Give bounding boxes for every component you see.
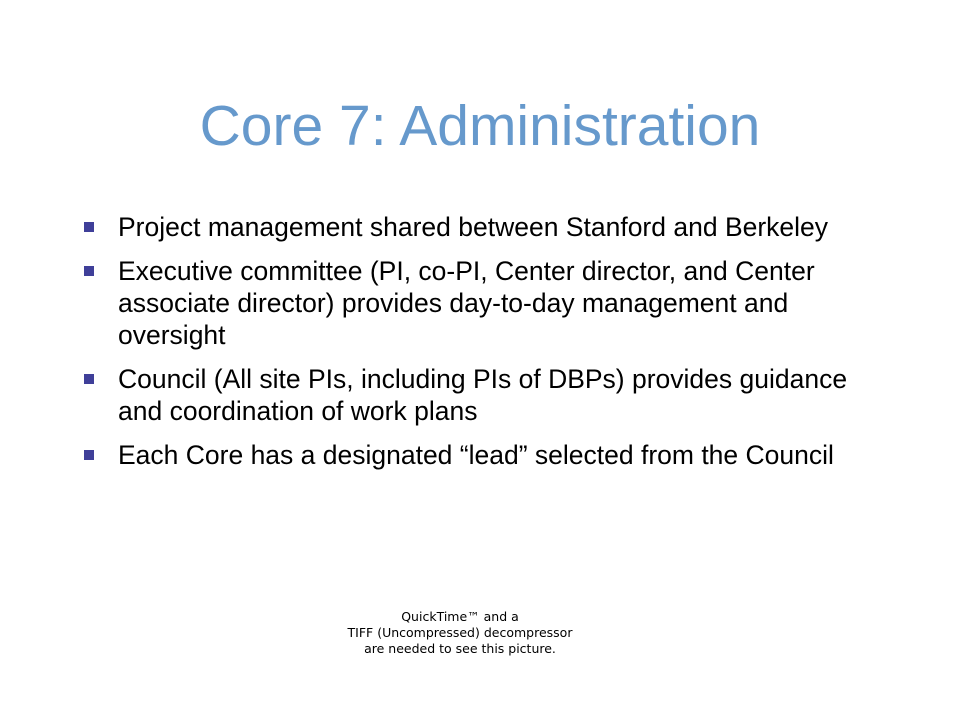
bullet-item <box>82 439 882 471</box>
bullet-item <box>82 255 882 351</box>
square-bullet-icon <box>84 450 94 460</box>
placeholder-line: TIFF (Uncompressed) decompressor <box>347 625 573 640</box>
bullet-list <box>82 211 882 483</box>
placeholder-line: are needed to see this picture. <box>364 641 556 656</box>
placeholder-line: QuickTime™ and a <box>401 609 519 624</box>
bullet-text: Project management shared between Stanford and Berkeley <box>118 212 829 242</box>
bullet-item <box>82 211 882 243</box>
bullet-item <box>82 363 882 427</box>
square-bullet-icon <box>84 374 94 384</box>
bullet-text: Executive committee (PI, co-PI, Center director, and Center associate director) provides day-to-day management and oversight <box>118 256 815 350</box>
square-bullet-icon <box>84 266 94 276</box>
slide-title: Core 7: Administration <box>199 94 761 158</box>
square-bullet-icon <box>84 222 94 232</box>
bullet-text: Each Core has a designated “lead” selected from the Council <box>118 440 834 470</box>
bullet-text: Council (All site PIs, including PIs of DBPs) provides guidance and coordination of work plans <box>118 364 848 426</box>
quicktime-placeholder-notice <box>320 609 600 657</box>
